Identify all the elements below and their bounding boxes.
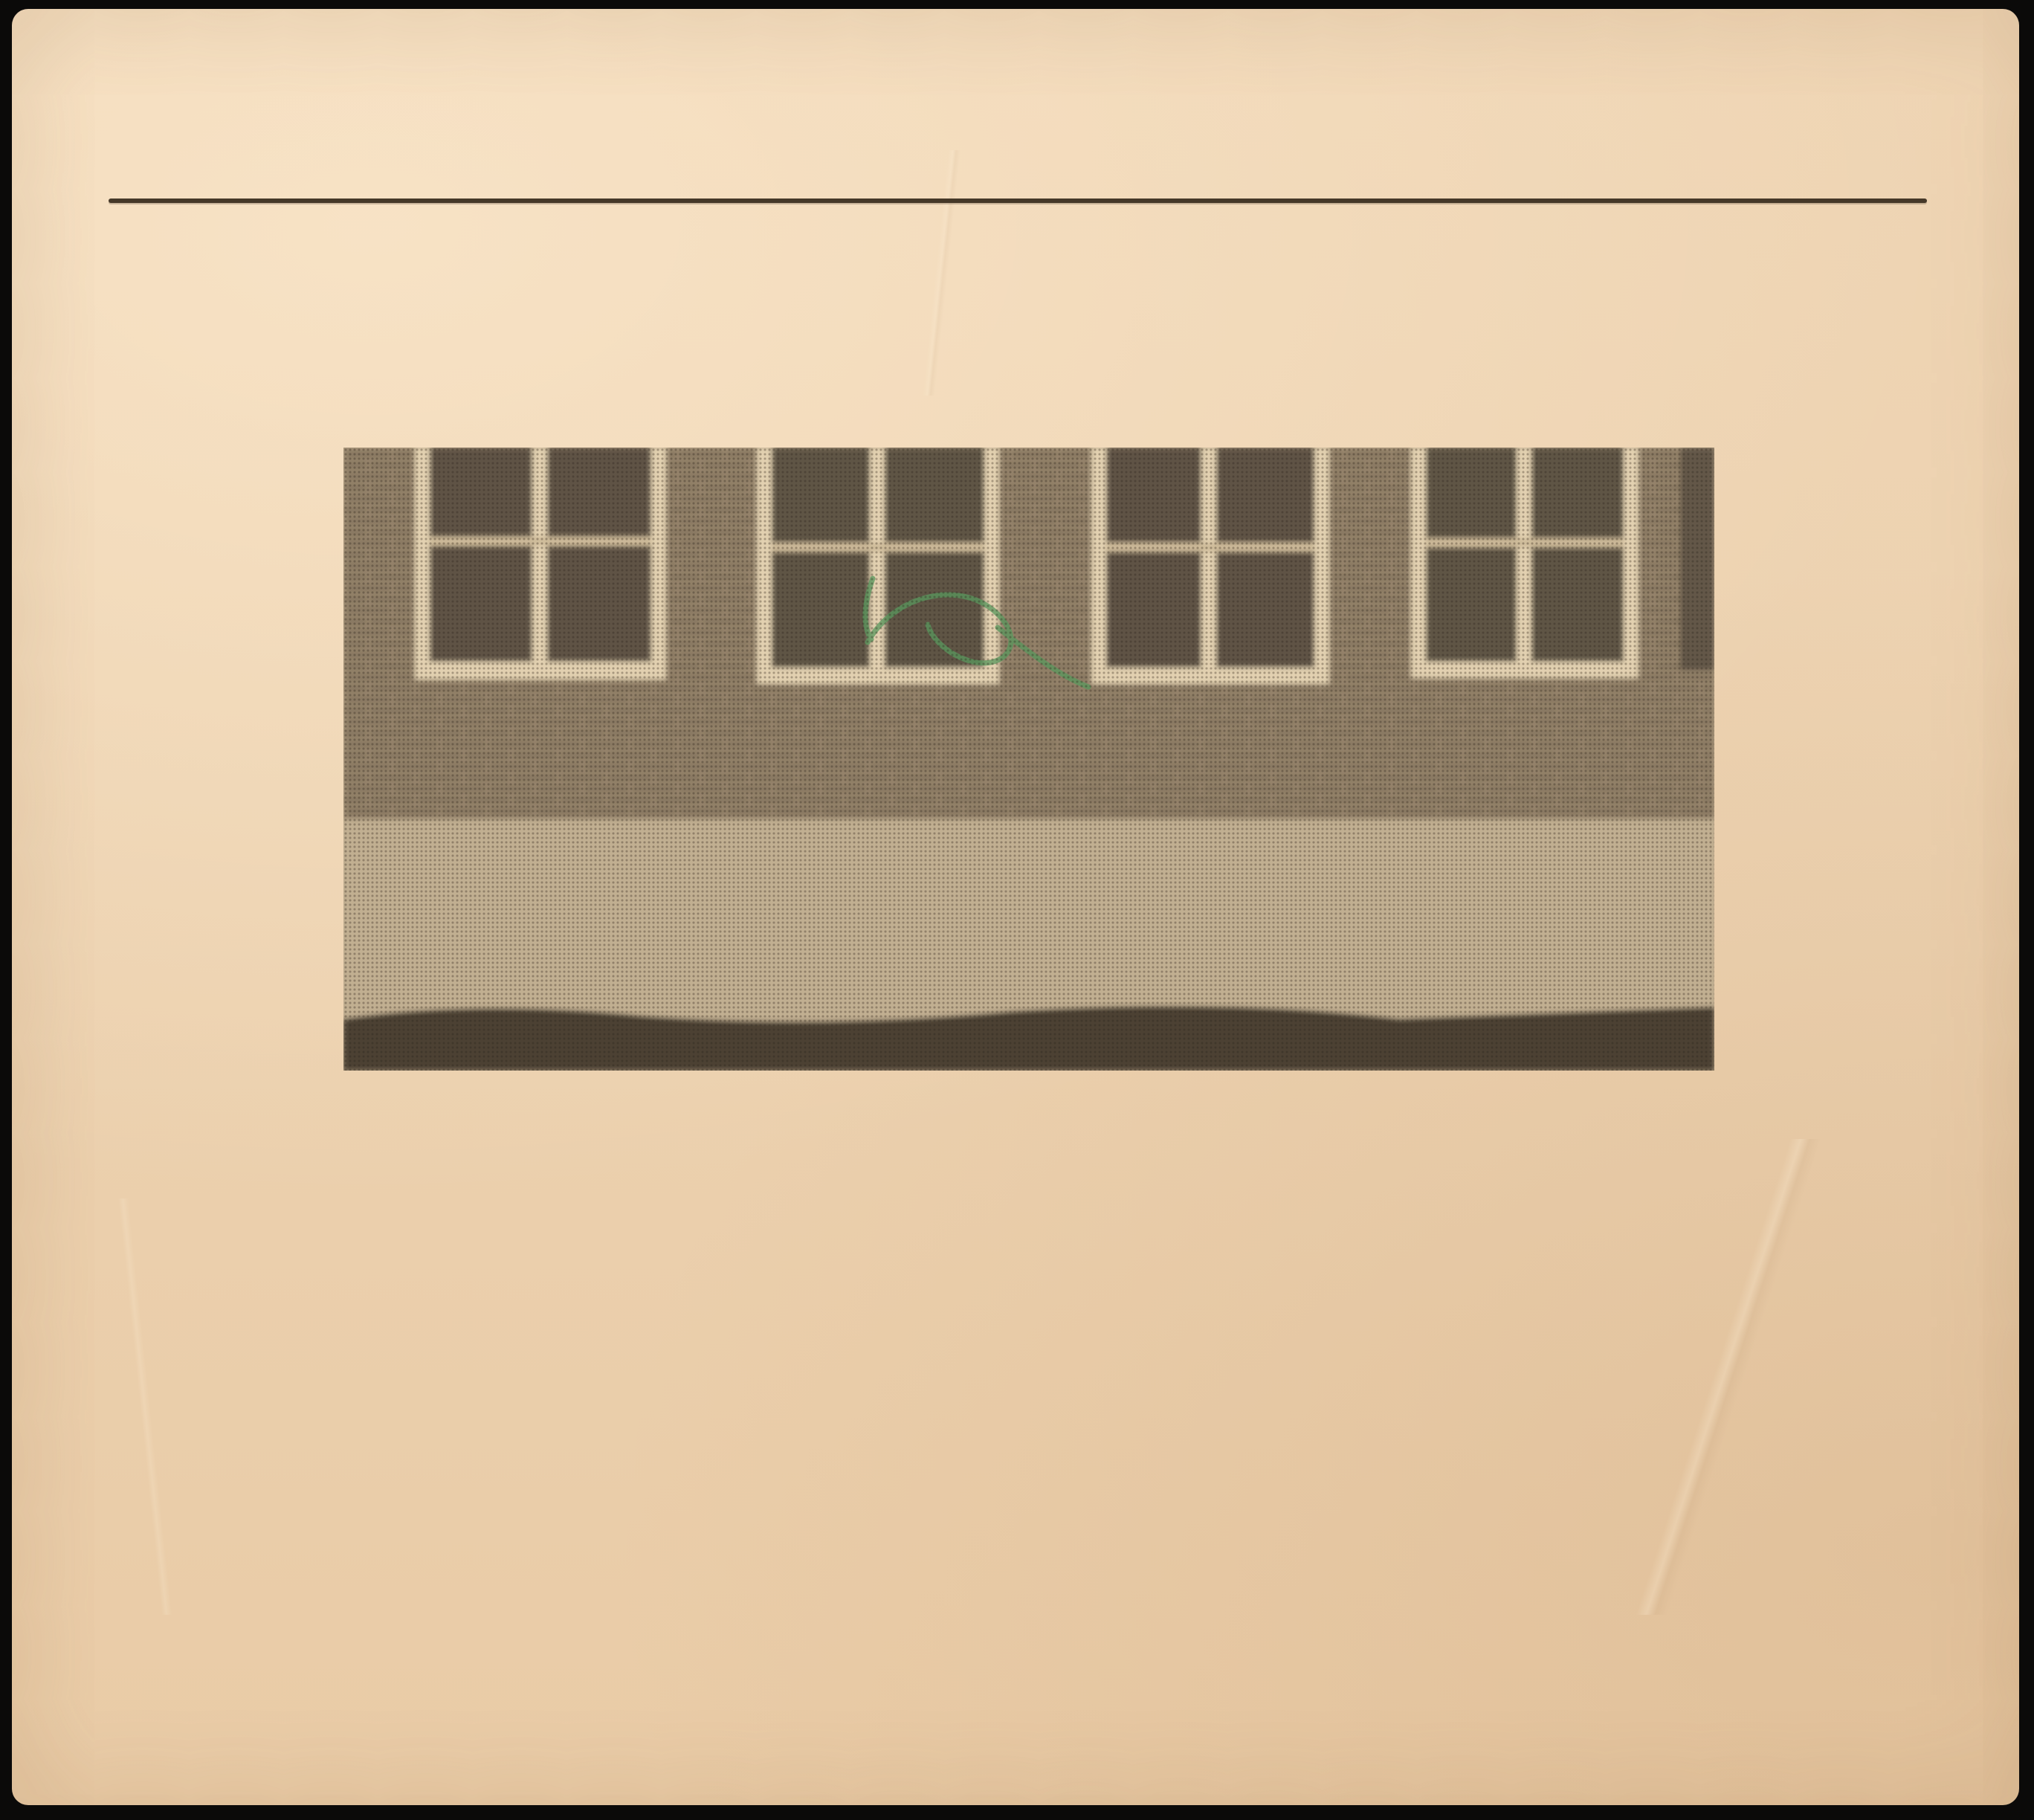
photo-captions	[354, 1157, 1714, 1173]
class-photo-illustration	[343, 448, 1714, 1071]
window-fragment	[1680, 448, 1714, 671]
window	[415, 448, 666, 680]
class-photo	[343, 448, 1714, 1071]
paper-crease	[1521, 1139, 1937, 1615]
header-rule	[109, 199, 1927, 203]
ground-shadow	[343, 1006, 1714, 1071]
page-header	[109, 141, 1922, 193]
window	[1091, 448, 1329, 684]
window	[1411, 448, 1638, 678]
paper	[12, 9, 2019, 1805]
paper-crease	[56, 1198, 235, 1615]
window	[757, 448, 999, 684]
